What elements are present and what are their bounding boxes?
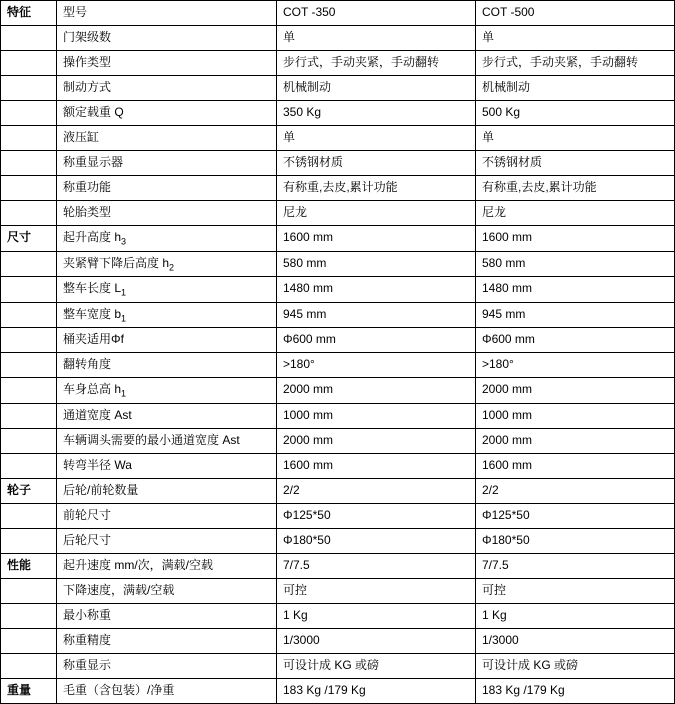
table-row [1, 653, 675, 678]
group-label-cell [1, 76, 57, 101]
group-label-cell [1, 603, 57, 628]
table-row [1, 403, 675, 428]
group-label-cell [1, 628, 57, 653]
value-cell-model-1: 945 mm [277, 302, 476, 328]
feature-label-cell: 毛重（含包装）/净重 [57, 678, 277, 703]
feature-subscript: 2 [169, 261, 175, 272]
table-row [1, 678, 675, 703]
feature-label-cell: 整车长度 $L_1$ [57, 277, 277, 303]
group-label-cell [1, 51, 57, 76]
value-cell-model-1: Φ125*50 [277, 503, 476, 528]
value-cell-model-2: 580 mm [476, 251, 675, 277]
value-cell-model-1: 2000 mm [277, 428, 476, 453]
feature-label-cell: 后轮尺寸 [57, 528, 277, 553]
table-row [1, 76, 675, 101]
feature-label-cell: 前轮尺寸 [57, 503, 277, 528]
feature-subscript: 1 [121, 312, 127, 323]
feature-label-cell: 轮胎类型 [57, 201, 277, 226]
value-cell-model-1: 183 Kg /179 Kg [277, 678, 476, 703]
value-cell-model-1: 2/2 [277, 478, 476, 503]
value-cell-model-2: 1 Kg [476, 603, 675, 628]
table-row [1, 151, 675, 176]
value-cell-model-2: 183 Kg /179 Kg [476, 678, 675, 703]
table-row [1, 201, 675, 226]
group-label-cell [1, 453, 57, 478]
feature-label-cell: 夹紧臂下降后高度 $h_2$ [57, 251, 277, 277]
feature-label-cell: 操作类型 [57, 51, 277, 76]
feature-label-cell: 称重功能 [57, 176, 277, 201]
table-row [1, 176, 675, 201]
group-label-cell [1, 353, 57, 378]
table-row [1, 453, 675, 478]
value-cell-model-2: Φ180*50 [476, 528, 675, 553]
table-row [1, 277, 675, 303]
value-cell-model-1: 7/7.5 [277, 553, 476, 578]
table-row [1, 26, 675, 51]
table-row [1, 101, 675, 126]
feature-label-cell: 后轮/前轮数量 [57, 478, 277, 503]
value-cell-model-2: 步行式，手动夹紧，手动翻转 [476, 51, 675, 76]
table-row [1, 528, 675, 553]
group-label-cell [1, 176, 57, 201]
feature-label-cell: 额定载重 Q [57, 101, 277, 126]
feature-label-cell: 型号 [57, 1, 277, 26]
group-label-cell: 重量 [1, 678, 57, 703]
feature-subscript: 1 [121, 287, 127, 298]
feature-label-cell: 称重显示器 [57, 151, 277, 176]
value-cell-model-2: 可设计成 KG 或磅 [476, 653, 675, 678]
value-cell-model-1: 机械制动 [277, 76, 476, 101]
value-cell-model-1: 可控 [277, 578, 476, 603]
feature-label-cell: 通道宽度 Ast [57, 403, 277, 428]
value-cell-model-2: Φ125*50 [476, 503, 675, 528]
value-cell-model-1: 1 Kg [277, 603, 476, 628]
table-row [1, 251, 675, 277]
group-label-cell [1, 503, 57, 528]
value-cell-model-2: Φ600 mm [476, 328, 675, 353]
value-cell-model-2: 1600 mm [476, 453, 675, 478]
value-cell-model-1: 可设计成 KG 或磅 [277, 653, 476, 678]
table-row [1, 353, 675, 378]
group-label-cell: 性能 [1, 553, 57, 578]
value-cell-model-1: 尼龙 [277, 201, 476, 226]
value-cell-model-1: 1/3000 [277, 628, 476, 653]
group-label-cell [1, 578, 57, 603]
group-label-cell [1, 201, 57, 226]
feature-label-cell: 桶夹适用Φf [57, 328, 277, 353]
group-label-cell [1, 378, 57, 404]
table-row [1, 51, 675, 76]
value-cell-model-2: 2000 mm [476, 378, 675, 404]
table-row [1, 478, 675, 503]
table-row [1, 226, 675, 252]
value-cell-model-2: 单 [476, 26, 675, 51]
value-cell-model-1: 1000 mm [277, 403, 476, 428]
value-cell-model-2: 500 Kg [476, 101, 675, 126]
group-label-cell [1, 653, 57, 678]
value-cell-model-2: COT -500 [476, 1, 675, 26]
value-cell-model-2: 1/3000 [476, 628, 675, 653]
value-cell-model-1: Φ180*50 [277, 528, 476, 553]
value-cell-model-2: 有称重,去皮,累计功能 [476, 176, 675, 201]
value-cell-model-2: 不锈钢材质 [476, 151, 675, 176]
group-label-cell [1, 26, 57, 51]
feature-label-cell: 转弯半径 Wa [57, 453, 277, 478]
feature-label-cell: 制动方式 [57, 76, 277, 101]
value-cell-model-1: 有称重,去皮,累计功能 [277, 176, 476, 201]
group-label-cell [1, 277, 57, 303]
value-cell-model-1: 单 [277, 126, 476, 151]
feature-label-cell: 门架级数 [57, 26, 277, 51]
value-cell-model-2: 1600 mm [476, 226, 675, 252]
group-label-cell [1, 302, 57, 328]
value-cell-model-2: 尼龙 [476, 201, 675, 226]
value-cell-model-1: Φ600 mm [277, 328, 476, 353]
feature-label-cell: 下降速度，满载/空载 [57, 578, 277, 603]
table-row [1, 1, 675, 26]
table-row [1, 553, 675, 578]
feature-label-cell: 最小称重 [57, 603, 277, 628]
value-cell-model-2: 2/2 [476, 478, 675, 503]
table-row [1, 578, 675, 603]
feature-label-cell: 称重精度 [57, 628, 277, 653]
spec-table-body [1, 1, 675, 704]
table-row [1, 302, 675, 328]
group-label-cell [1, 101, 57, 126]
feature-subscript: 3 [121, 236, 127, 247]
value-cell-model-2: >180° [476, 353, 675, 378]
value-cell-model-1: 350 Kg [277, 101, 476, 126]
feature-label-cell: 起升速度 mm/次，满载/空载 [57, 553, 277, 578]
group-label-cell [1, 328, 57, 353]
value-cell-model-1: >180° [277, 353, 476, 378]
group-label-cell: 尺寸 [1, 226, 57, 252]
table-row [1, 503, 675, 528]
group-label-cell [1, 151, 57, 176]
table-row [1, 126, 675, 151]
group-label-cell [1, 251, 57, 277]
group-label-cell [1, 126, 57, 151]
value-cell-model-1: 1600 mm [277, 453, 476, 478]
group-label-cell: 轮子 [1, 478, 57, 503]
value-cell-model-2: 单 [476, 126, 675, 151]
value-cell-model-2: 7/7.5 [476, 553, 675, 578]
group-label-cell [1, 428, 57, 453]
group-label-cell [1, 403, 57, 428]
feature-label-cell: 车辆调头需要的最小通道宽度 Ast [57, 428, 277, 453]
feature-label-cell: 液压缸 [57, 126, 277, 151]
value-cell-model-1: 1480 mm [277, 277, 476, 303]
value-cell-model-1: 步行式，手动夹紧，手动翻转 [277, 51, 476, 76]
value-cell-model-1: 单 [277, 26, 476, 51]
value-cell-model-1: 1600 mm [277, 226, 476, 252]
value-cell-model-1: COT -350 [277, 1, 476, 26]
feature-subscript: 1 [121, 388, 127, 399]
table-row [1, 328, 675, 353]
group-label-cell [1, 528, 57, 553]
value-cell-model-2: 1000 mm [476, 403, 675, 428]
value-cell-model-2: 机械制动 [476, 76, 675, 101]
value-cell-model-1: 2000 mm [277, 378, 476, 404]
table-row [1, 603, 675, 628]
table-row [1, 378, 675, 404]
table-row [1, 428, 675, 453]
feature-label-cell: 翻转角度 [57, 353, 277, 378]
feature-label-cell: 整车宽度 $b_1$ [57, 302, 277, 328]
value-cell-model-2: 945 mm [476, 302, 675, 328]
feature-label-cell: 称重显示 [57, 653, 277, 678]
value-cell-model-2: 可控 [476, 578, 675, 603]
group-label-cell: 特征 [1, 1, 57, 26]
table-row [1, 628, 675, 653]
value-cell-model-1: 580 mm [277, 251, 476, 277]
value-cell-model-2: 2000 mm [476, 428, 675, 453]
value-cell-model-2: 1480 mm [476, 277, 675, 303]
value-cell-model-1: 不锈钢材质 [277, 151, 476, 176]
feature-label-cell: 起升高度 $h_3$ [57, 226, 277, 252]
feature-label-cell: 车身总高 $h_1$ [57, 378, 277, 404]
